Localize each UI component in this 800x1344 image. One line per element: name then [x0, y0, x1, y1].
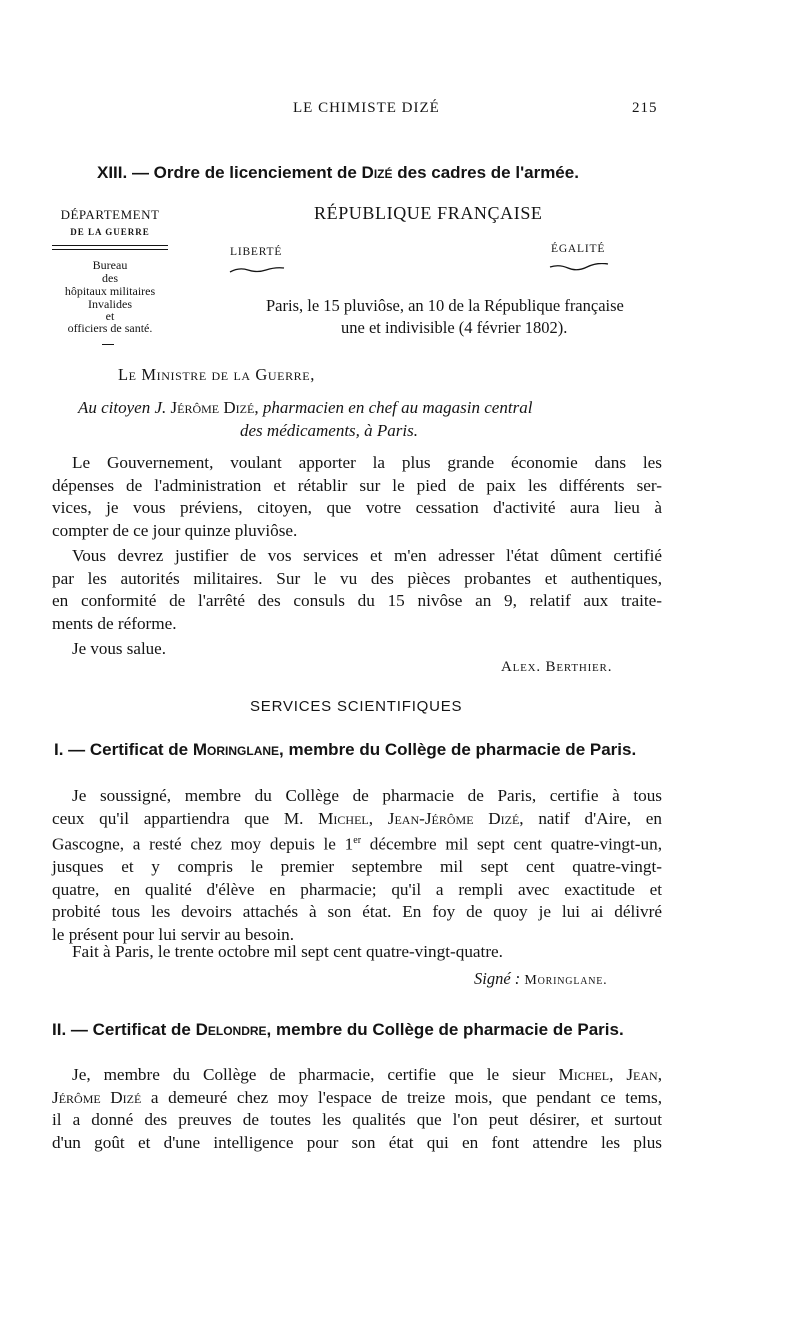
running-head-title: LE CHIMISTE DIZÉ: [293, 100, 440, 116]
letter-p2-line: en conformité de l'arrêté des consuls du 15 nivôse an 9, relatif aux traite-: [52, 591, 662, 610]
address-name: Jérôme Dizé,: [170, 398, 259, 417]
cert1-line: le présent pour lui servir au besoin.: [52, 924, 294, 944]
letter-p2-line: ments de réforme.: [52, 613, 177, 633]
cert2-line1-name: Michel, Jean,: [558, 1065, 662, 1084]
letter-p2-line: Vous devrez justifier de vos services et m'en adresser l'état dûment certifié: [72, 546, 662, 565]
dept-invalides: Invalides: [88, 297, 132, 311]
motto-egalite: ÉGALITÉ: [551, 243, 606, 255]
egalite-flourish: [549, 263, 609, 271]
services-heading: SERVICES SCIENTIFIQUES: [250, 698, 463, 715]
cert1-line3-a: Gascogne, a resté chez moy depuis le 1: [52, 834, 354, 854]
cert1-signed-name: Moringlane.: [524, 973, 608, 988]
dept-line1: DÉPARTEMENT: [60, 207, 160, 222]
certificate-1-heading: [54, 740, 636, 760]
section-13-title-name: Dizé: [361, 163, 393, 182]
dept-hopitaux: hôpitaux militaires: [64, 284, 156, 298]
certificate-2-heading: [52, 1020, 624, 1040]
date-line-1: Paris, le 15 pluviôse, an 10 de la République française: [266, 296, 624, 315]
cert1-done-at: Fait à Paris, le trente octobre mil sept cent quatre-vingt-quatre.: [72, 942, 503, 961]
cert2-line: [52, 1064, 662, 1087]
cert1-title-prefix: I. — Certificat de: [54, 740, 189, 759]
cert2-title-prefix: II. — Certificat de: [52, 1020, 191, 1039]
republic-heading: RÉPUBLIQUE FRANÇAISE: [314, 203, 543, 223]
address-line-2: [240, 421, 418, 441]
certificate-2-paragraph: [52, 1064, 662, 1154]
cert2-line: [52, 1087, 662, 1110]
cert2-line1-a: Je, membre du Collège de pharmacie, certifie que le sieur: [72, 1065, 546, 1084]
cert1-line3-b: décembre mil sept cent quatre-vingt-un,: [369, 834, 663, 854]
minister-line: Le Ministre de la Guerre,: [118, 365, 315, 384]
letter-paragraph-1: [52, 452, 662, 542]
liberte-flourish: [229, 266, 285, 274]
letter-paragraph-2: [52, 545, 662, 635]
cert1-title-name: Moringlane,: [192, 740, 284, 759]
dept-officiers: officiers de santé.: [67, 321, 153, 335]
address-au-citoyen: Au citoyen J.: [78, 398, 167, 417]
letter-p1-line: compter de ce jour quinze pluviôse.: [52, 520, 298, 540]
cert1-line: [52, 830, 662, 856]
dept-dash: [102, 344, 114, 345]
dept-line2: DE LA GUERRE: [70, 227, 150, 237]
date-line-2: une et indivisible (4 février 1802).: [341, 318, 568, 337]
cert1-line: Je soussigné, membre du Collège de pharmacie de Paris, certifie à tous: [72, 786, 662, 805]
motto-liberte: LIBERTÉ: [230, 246, 283, 258]
cert2-line2-name: Jérôme Dizé: [52, 1087, 142, 1107]
cert1-line2-name: Michel, Jean-Jérôme Dizé,: [318, 808, 524, 828]
cert1-line2-a: ceux qu'il appartiendra que M.: [52, 808, 304, 828]
section-13-title-prefix: XIII. — Ordre de licenciement de: [97, 163, 357, 182]
letter-signature: Alex. Berthier.: [501, 659, 613, 675]
cert1-line: quatre, en qualité d'élève en pharmacie; qu'il a rempli avec exactitude et: [52, 879, 662, 899]
cert2-line2-b: a demeuré chez moy l'espace de treize mois, que pendant ce tems,: [150, 1087, 662, 1107]
dept-rule-top: [52, 245, 168, 246]
address-place: des médicaments, à Paris.: [240, 421, 419, 440]
cert2-title-name: Delondre,: [195, 1020, 272, 1039]
dept-rule-bottom: [52, 249, 168, 250]
letter-closing: Je vous salue.: [72, 639, 166, 658]
address-title: pharmacien en chef au magasin central: [262, 398, 533, 417]
cert1-line: [52, 808, 662, 831]
cert2-title-suffix: membre du Collège de pharmacie de Paris.: [276, 1020, 624, 1039]
cert1-line: jusques et y compris le premier septembre mil sept cent quatre-vingt-: [52, 857, 662, 877]
letter-p1-line: vices, je vous préviens, citoyen, que votre cessation d'activité aura lieu à: [52, 498, 662, 517]
section-13-heading: [97, 163, 579, 183]
cert1-line3-sup: er: [353, 835, 362, 846]
cert1-title-suffix: membre du Collège de pharmacie de Paris.: [288, 740, 637, 759]
cert1-line2-c: natif d'Aire, en: [538, 808, 663, 828]
letter-p1-line: dépenses de l'administration et rétablir sur le pied de paix les différents ser-: [52, 475, 662, 495]
cert2-line: d'un goût et d'une intelligence pour son état qui en font attendre les plus: [52, 1132, 662, 1152]
certificate-1-paragraph: [52, 785, 662, 946]
letter-p2-line: par les autorités militaires. Sur le vu des pièces probantes et authentiques,: [52, 568, 662, 588]
dept-bureau: Bureau: [92, 258, 128, 272]
letter-p1-line: Le Gouvernement, voulant apporter la plus grande économie dans les: [72, 453, 662, 472]
dept-et: et: [105, 309, 115, 323]
cert1-signature: [474, 969, 607, 989]
cert1-line: probité tous les devoirs attachés à son état. En foy de quoy je lui ai délivré: [52, 902, 662, 922]
cert2-line: il a donné des preuves de toutes les qualités que l'on peut désirer, et surtout: [52, 1110, 662, 1129]
cert1-signed-label: Signé :: [474, 969, 521, 988]
dept-des: des: [102, 271, 118, 285]
section-13-title-suffix: des cadres de l'armée.: [397, 163, 579, 182]
page-number: 215: [632, 100, 658, 116]
address-line-1: [78, 398, 532, 418]
